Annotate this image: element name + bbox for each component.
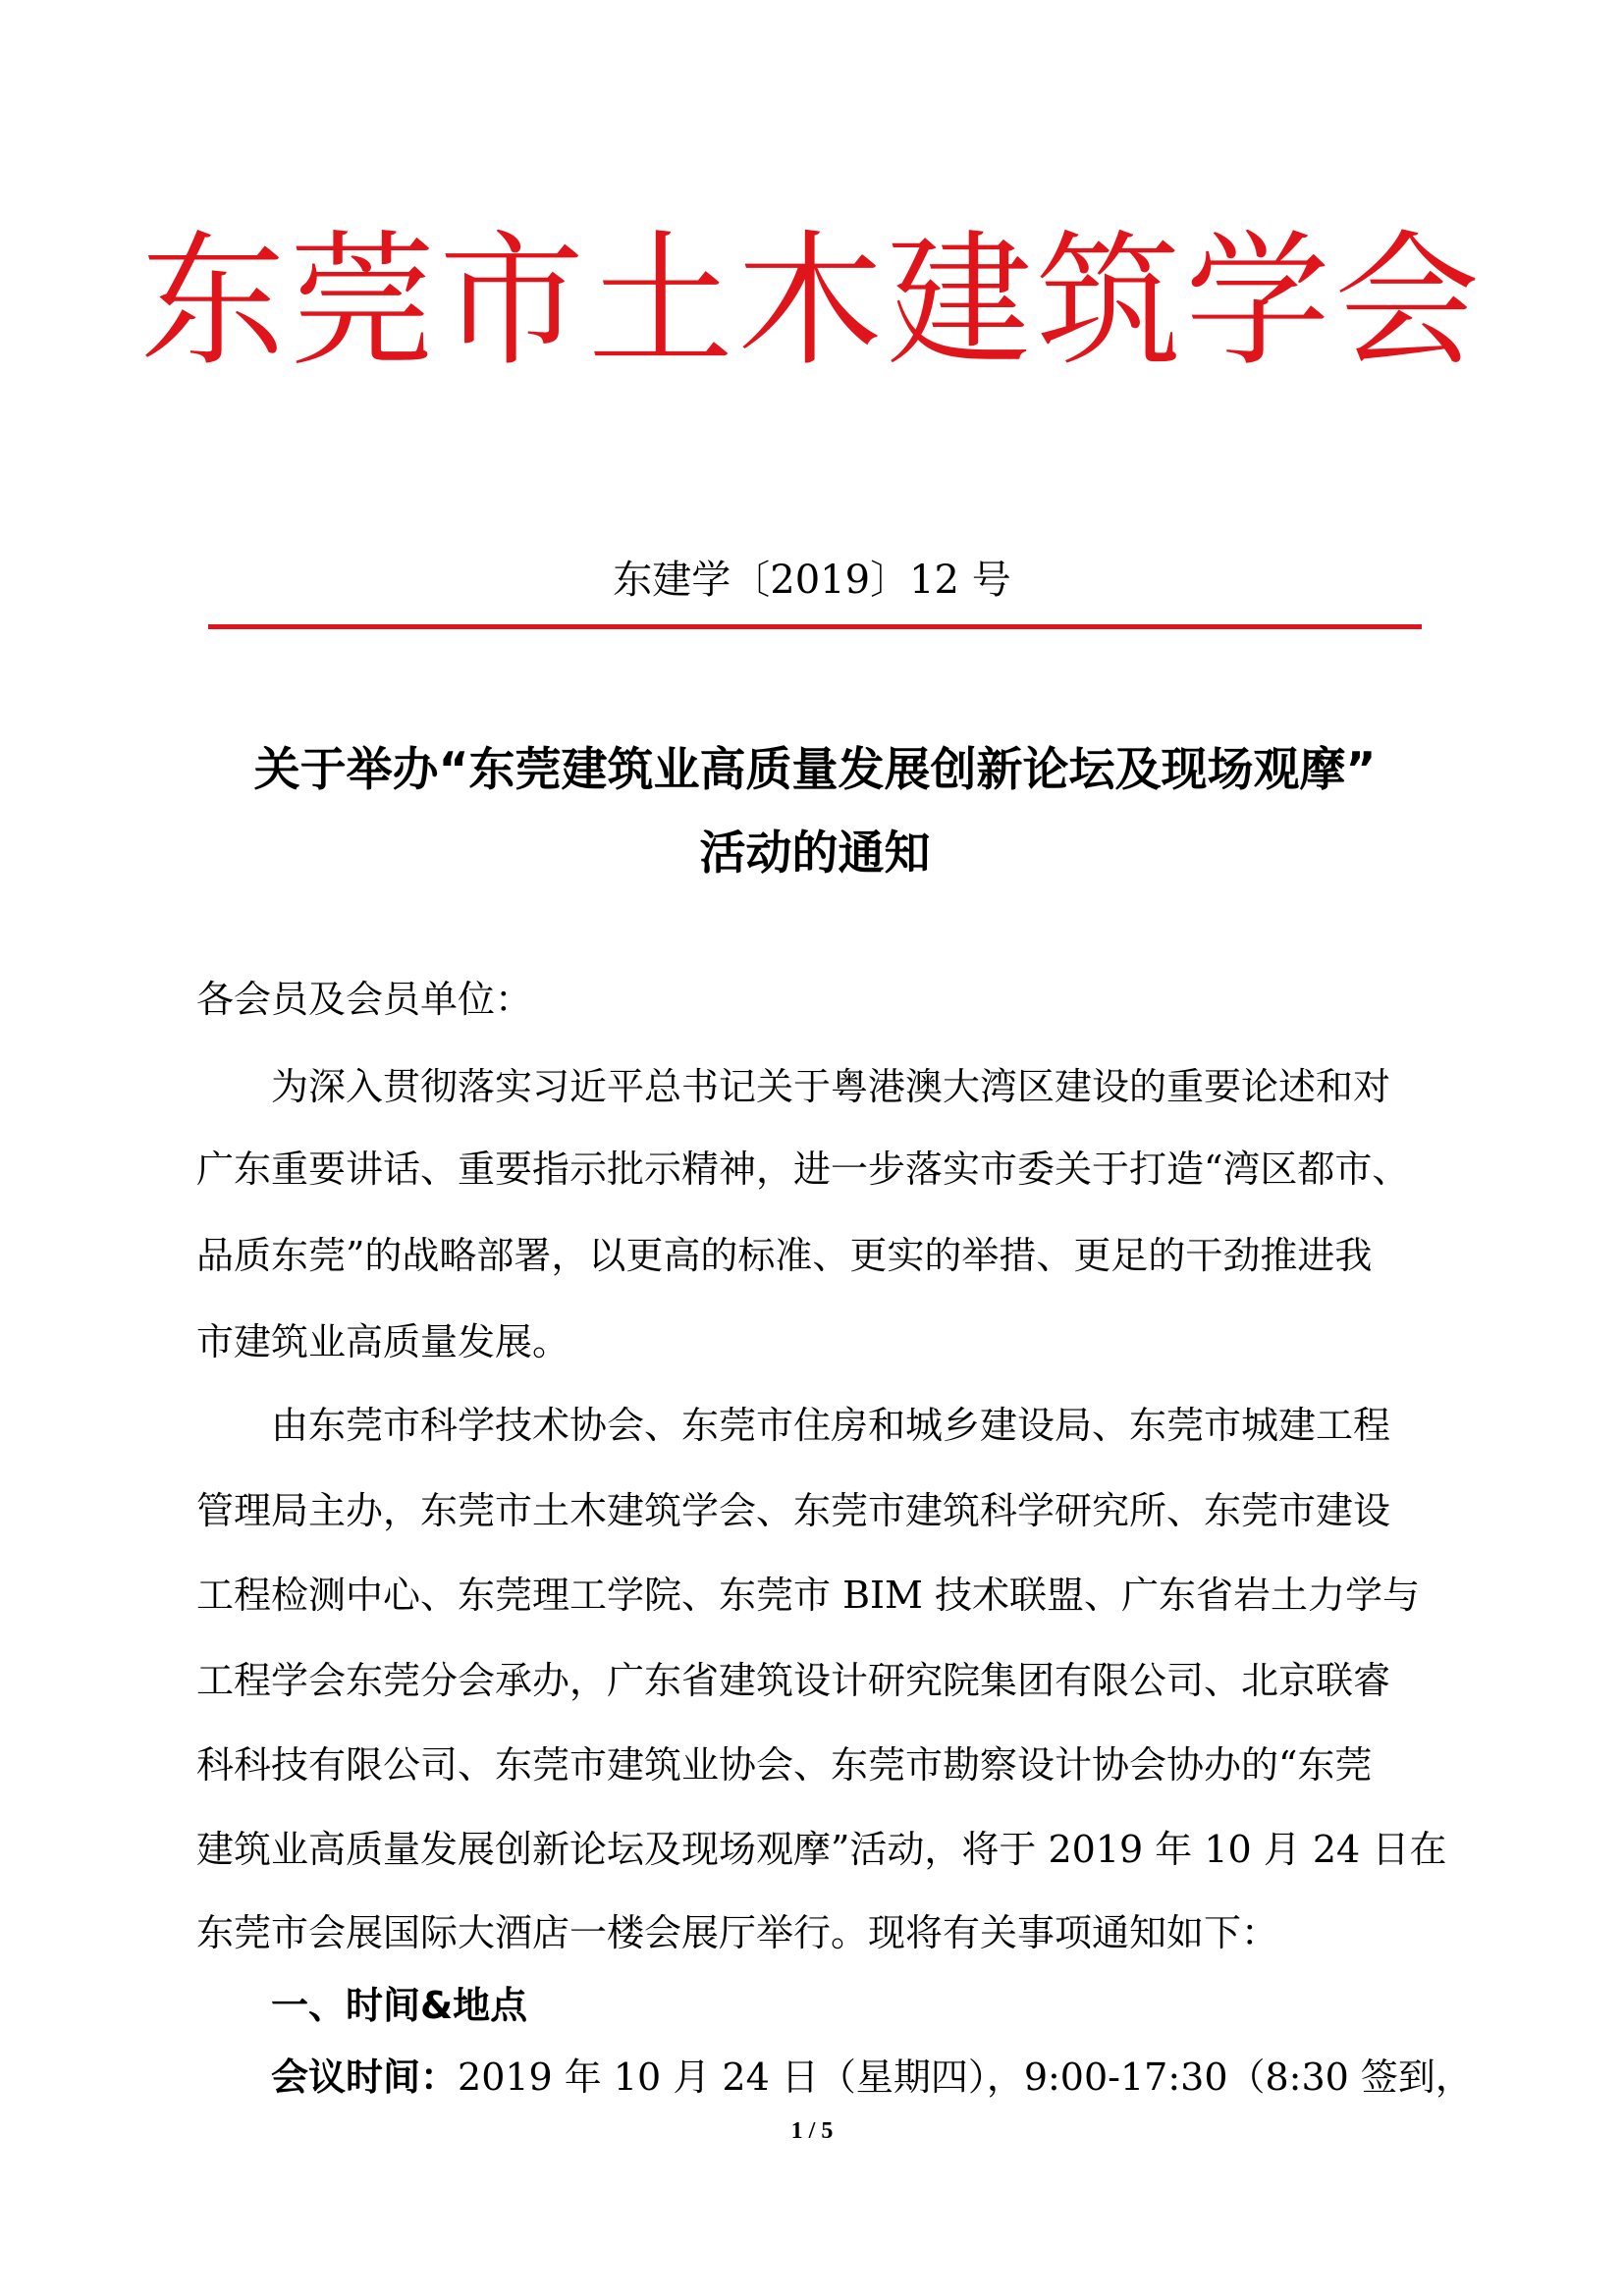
- meeting-time-label: 会议时间：: [271, 2056, 459, 2099]
- paragraph-2-line: 建筑业高质量发展创新论坛及现场观摩”活动，将于 2019 年 10 月 24 日在: [196, 1828, 1447, 1871]
- red-divider: [208, 624, 1422, 629]
- notice-title-line-1: 关于举办“东莞建筑业高质量发展创新论坛及现场观摩”: [253, 743, 1377, 797]
- paragraph-2-line: 管理局主办，东莞市土木建筑学会、东莞市建筑科学研究所、东莞市建设: [196, 1489, 1391, 1532]
- section-heading: 一、时间&地点: [271, 1984, 528, 2027]
- paragraph-1-line: 品质东莞”的战略部署，以更高的标准、更实的举措、更足的干劲推进我: [196, 1234, 1373, 1277]
- paragraph-2-line: 工程检测中心、东莞理工学院、东莞市 BIM 技术联盟、广东省岩土力学与: [196, 1574, 1421, 1617]
- salutation: 各会员及会员单位：: [196, 978, 533, 1021]
- document-number: 东建学〔2019〕12 号: [613, 558, 1011, 603]
- paragraph-1-line: 广东重要讲话、重要指示批示精神，进一步落实市委关于打造“湾区都市、: [196, 1148, 1410, 1191]
- paragraph-2-line: 东莞市会展国际大酒店一楼会展厅举行。现将有关事项通知如下：: [196, 1911, 1279, 1954]
- paragraph-2-line: 工程学会东莞分会承办，广东省建筑设计研究院集团有限公司、北京联睿: [196, 1659, 1391, 1702]
- paragraph-2-line: 科科技有限公司、东莞市建筑业协会、东莞市勘察设计协会协办的“东莞: [196, 1743, 1373, 1787]
- meeting-time-line: [271, 2052, 1473, 2103]
- meeting-time-value: 2019 年 10 月 24 日（星期四），9:00-17:30（8:30 签到，: [458, 2056, 1473, 2099]
- page-indicator: 1 / 5: [790, 2118, 834, 2144]
- paragraph-1-line: 为深入贯彻落实习近平总书记关于粤港澳大湾区建设的重要论述和对: [271, 1065, 1391, 1108]
- notice-title-line-2: 活动的通知: [699, 827, 931, 881]
- paragraph-2-line: 由东莞市科学技术协会、东莞市住房和城乡建设局、东莞市城建工程: [271, 1404, 1391, 1447]
- organization-letterhead: 东莞市土木建筑学会: [140, 217, 1484, 386]
- paragraph-1-line: 市建筑业高质量发展。: [196, 1320, 570, 1363]
